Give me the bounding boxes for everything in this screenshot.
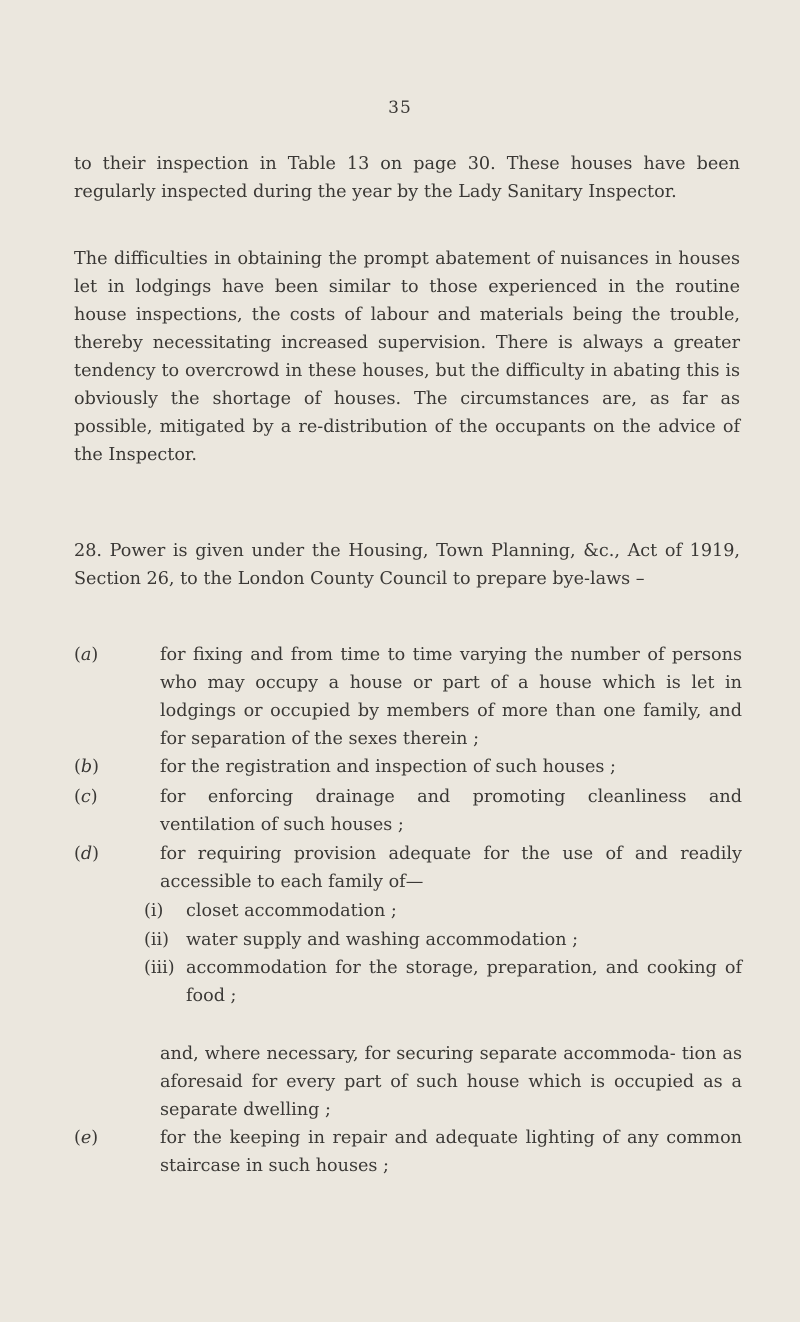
page-number: 35 [388,98,412,118]
list-item-c-text: for enforcing drainage and promoting cleanliness and ventilation of such houses ; [160,787,742,835]
list-item-d-tail: and, where necessary, for securing separate accommoda- tion as aforesaid for every part of such house which is occupied as a separate dwelling ; [160,1044,742,1120]
list-marker-c: (c) [74,787,98,807]
subitem-number: (ii) [144,930,169,950]
list-item-a [74,641,742,753]
list-item-e-text: for the keeping in repair and adequate lighting of any common staircase in such houses ; [160,1128,742,1176]
list-item-d [74,840,742,896]
list-item-e [74,1124,742,1180]
subitem-text: accommodation for the storage, preparation, and cooking of food ; [186,958,742,1006]
subitem-number: (iii) [144,958,175,978]
list-marker-b: (b) [74,757,100,777]
paragraph-difficulties: The difficulties in obtaining the prompt abatement of nuisances in houses let in lodgings have been similar to those experienced in the routine house inspections, the costs of labour and materials being the trouble, thereby necessitating increased supervision. There is always a greater tendency to overcrowd in these houses, but the difficulty in abating this is obviously the shortage of houses. The circumstances are, as far as possible, mitigated by a re-distribution of the occupants on the advice of the Inspector. [74,249,740,465]
paragraph-inspection-continued: to their inspection in Table 13 on page 30. These houses have been regularly inspected during the year by the Lady Sanitary Inspector. [74,154,740,202]
subitem-closet [144,897,742,925]
subitem-number: (i) [144,901,164,921]
list-item-c [74,783,742,839]
list-marker-d: (d) [74,844,100,864]
list-item-b [74,753,742,781]
list-marker-e: (e) [74,1128,99,1148]
list-marker-a: (a) [74,645,99,665]
subitem-text: closet accommodation ; [186,901,397,921]
list-item-d-text: for requiring provision adequate for the use of and readily accessible to each family of— [160,844,742,892]
paragraph-bye-laws-power: 28. Power is given under the Housing, Town Planning, &c., Act of 1919, Section 26, to the London County Council to prepare bye-laws – [74,541,740,589]
subitem-food-storage [144,954,742,1010]
subitem-water-supply [144,926,742,954]
subitem-text: water supply and washing accommodation ; [186,930,579,950]
list-item-b-text: for the registration and inspection of such houses ; [160,757,616,777]
list-item-a-text: for fixing and from time to time varying the number of persons who may occupy a house or part of a house which is let in lodgings or occupied by members of more than one family, and for separation of the sexes therein ; [160,645,742,749]
